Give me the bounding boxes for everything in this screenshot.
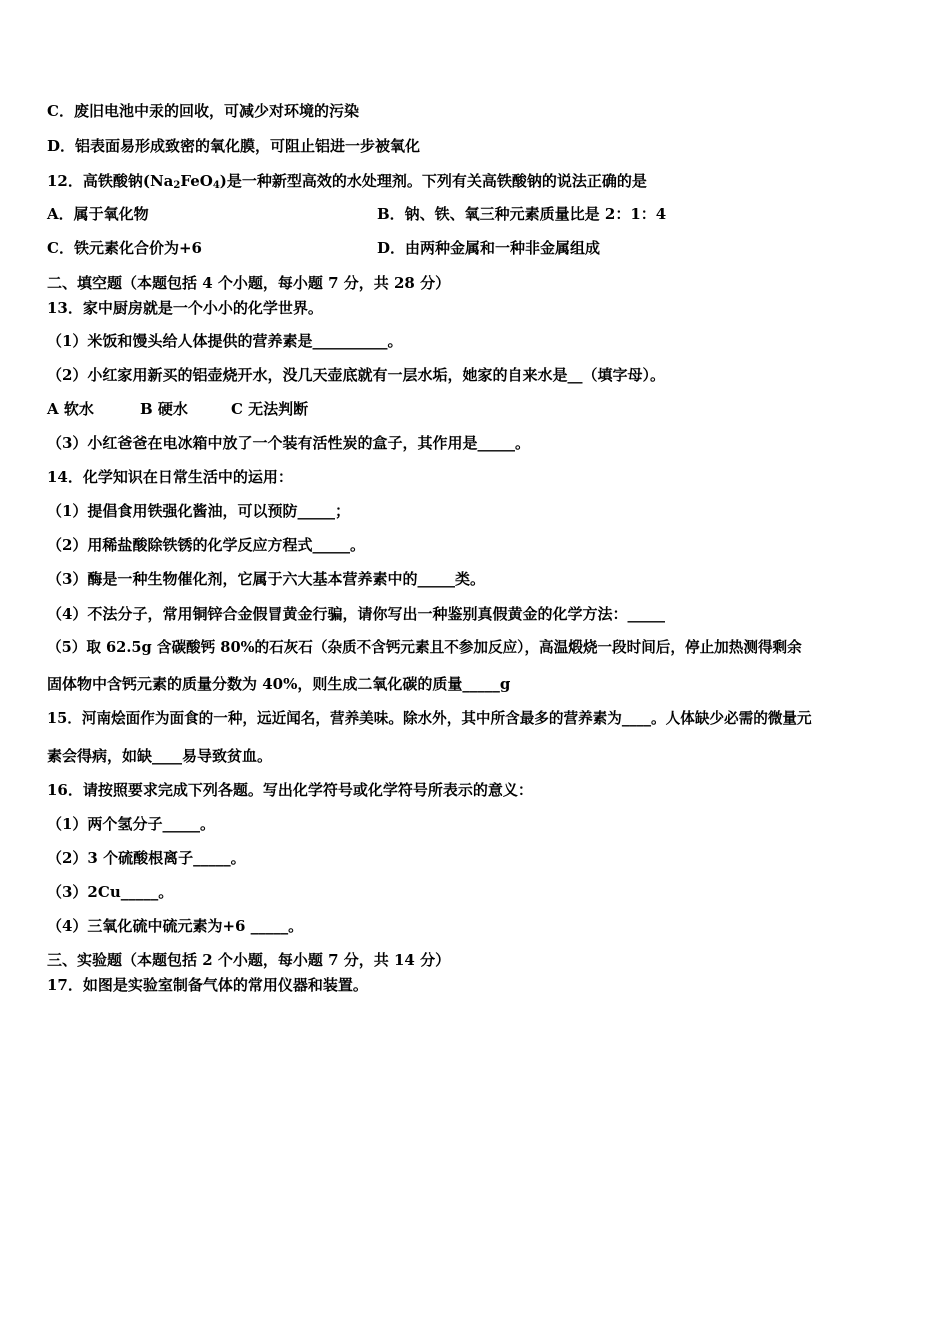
question-13-option-a: A 软水 [47, 400, 94, 418]
section-3-heading: 三、实验题（本题包括 2 个小题，每小题 7 分，共 14 分） [47, 951, 451, 969]
question-13-option-c: C 无法判断 [231, 400, 309, 418]
question-11-option-d: D．铝表面易形成致密的氧化膜，可阻止铝进一步被氧化 [47, 137, 421, 155]
question-14-part-1: （1）提倡食用铁强化酱油，可以预防_____； [47, 502, 350, 520]
question-12-option-b: B．钠、铁、氧三种元素质量比是 2：1：4 [377, 205, 667, 223]
question-12-option-a: A．属于氧化物 [47, 205, 149, 223]
question-13-part-1: （1）米饭和馒头给人体提供的营养素是__________。 [47, 332, 403, 350]
question-14-part-5-line-2: 固体物中含钙元素的质量分数为 40%，则生成二氧化碳的质量_____g [47, 675, 511, 693]
question-16-stem: 16．请按照要求完成下列各题。写出化学符号或化学符号所表示的意义： [47, 781, 533, 799]
question-13-option-b: B 硬水 [140, 400, 188, 418]
question-14-part-2: （2）用稀盐酸除铁锈的化学反应方程式_____。 [47, 536, 365, 554]
section-2-heading: 二、填空题（本题包括 4 个小题，每小题 7 分，共 28 分） [47, 274, 451, 292]
question-12-option-c: C．铁元素化合价为+6 [47, 239, 202, 257]
question-12-option-d: D．由两种金属和一种非金属组成 [377, 239, 601, 257]
question-13-part-2: （2）小红家用新买的铝壶烧开水，没几天壶底就有一层水垢，她家的自来水是__（填字母）。 [47, 366, 665, 384]
question-14-stem: 14．化学知识在日常生活中的运用： [47, 468, 293, 486]
question-12-stem: 12．高铁酸钠$(Na_2FeO_4)$是一种新型高效的水处理剂。下列有关高铁酸钠的说法正确的是 [47, 172, 647, 191]
question-15-line-2: 素会得病，如缺____易导致贫血。 [47, 747, 273, 765]
question-13-part-3: （3）小红爸爸在电冰箱中放了一个装有活性炭的盒子，其作用是_____。 [47, 434, 530, 452]
question-14-part-3: （3）酶是一种生物催化剂，它属于六大基本营养素中的_____类。 [47, 570, 485, 588]
question-16-part-4: （4）三氧化硫中硫元素为+6 _____。 [47, 917, 304, 935]
question-17-stem: 17．如图是实验室制备气体的常用仪器和装置。 [47, 976, 368, 994]
question-16-part-1: （1）两个氢分子_____。 [47, 815, 215, 833]
question-14-part-5-line-1: （5）取 62.5g 含碳酸钙 80%的石灰石（杂质不含钙元素且不参加反应），高温煅烧一段时间后，停止加热测得剩余 [47, 639, 802, 656]
question-15-line-1: 15．河南烩面作为面食的一种，远近闻名，营养美味。除水外，其中所含最多的营养素为____。人体缺少必需的微量元 [47, 710, 812, 727]
question-16-part-2: （2）3 个硫酸根离子_____。 [47, 849, 246, 867]
question-14-part-4: （4）不法分子，常用铜锌合金假冒黄金行骗，请你写出一种鉴别真假黄金的化学方法：_____ [47, 605, 665, 623]
question-16-part-3: （3）2Cu_____。 [47, 883, 174, 901]
question-13-stem: 13．家中厨房就是一个小小的化学世界。 [47, 299, 323, 317]
question-11-option-c: C．废旧电池中汞的回收，可减少对环境的污染 [47, 102, 359, 120]
